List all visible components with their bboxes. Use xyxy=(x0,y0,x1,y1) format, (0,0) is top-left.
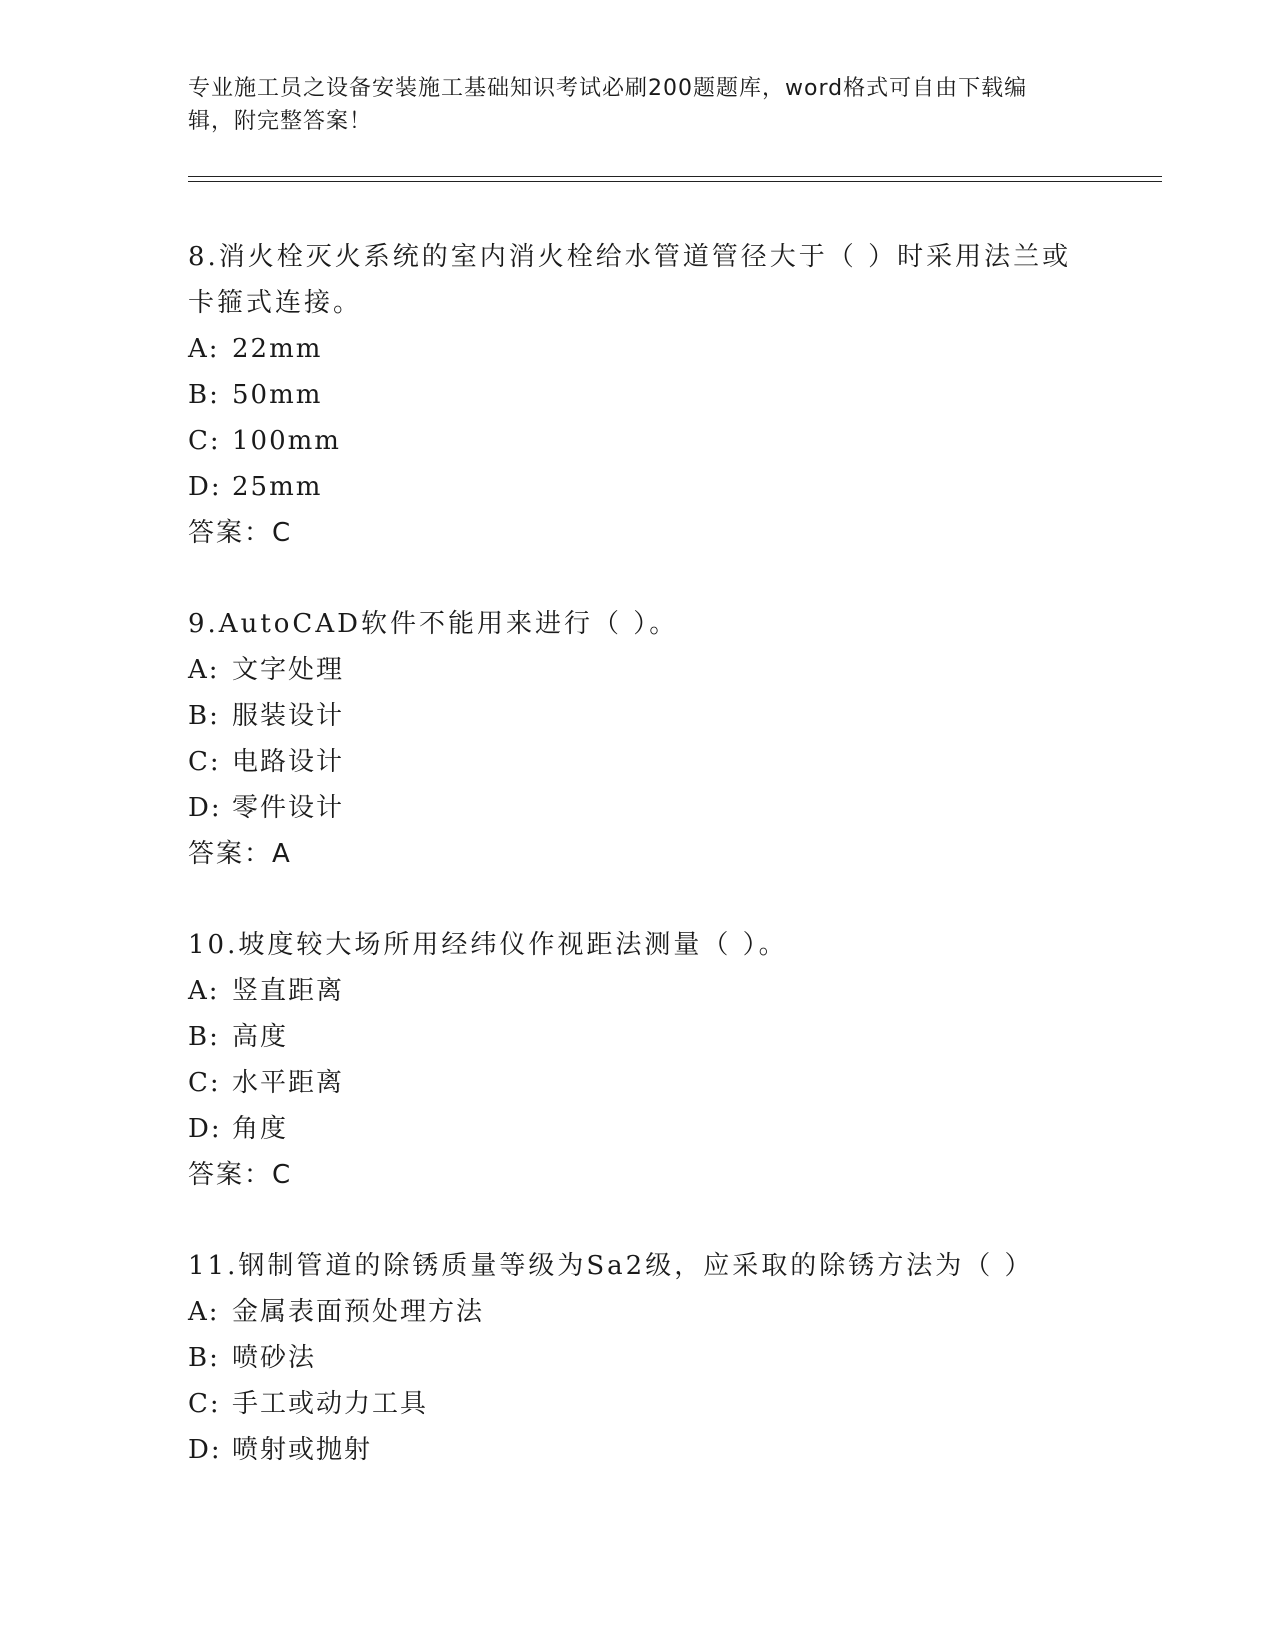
question-8 xyxy=(188,234,1088,556)
option-b xyxy=(188,693,1088,739)
option-text: 水平距离 xyxy=(232,1068,345,1098)
option-text: 金属表面预处理方法 xyxy=(232,1297,485,1327)
question-9 xyxy=(188,601,1088,877)
option-text: 50mm xyxy=(232,380,323,410)
option-b xyxy=(188,1014,1088,1060)
question-10 xyxy=(188,922,1088,1198)
option-key: B: xyxy=(188,380,220,410)
option-a xyxy=(188,326,1088,372)
question-text: 8.消火栓灭火系统的室内消火栓给水管道管径大于（ ）时采用法兰或卡箍式连接。 xyxy=(188,242,1072,318)
option-c xyxy=(188,418,1088,464)
option-key: A: xyxy=(188,1297,220,1327)
option-b xyxy=(188,1335,1088,1381)
option-text: 100mm xyxy=(232,426,341,456)
option-key: D: xyxy=(188,1435,222,1465)
option-text: 角度 xyxy=(232,1114,289,1144)
option-b xyxy=(188,372,1088,418)
answer-text: 答案：A xyxy=(188,839,292,869)
option-key: C: xyxy=(188,426,221,456)
option-key: A: xyxy=(188,655,220,685)
option-text: 喷射或抛射 xyxy=(232,1435,373,1465)
header-divider-top xyxy=(188,176,1162,177)
answer-text: 答案：C xyxy=(188,518,293,548)
option-text: 服装设计 xyxy=(232,701,345,731)
document-header: 专业施工员之设备安装施工基础知识考试必刷200题题库，word格式可自由下载编辑，附完整答案！ xyxy=(188,76,1028,134)
option-c xyxy=(188,739,1088,785)
option-key: A: xyxy=(188,334,220,364)
option-text: 高度 xyxy=(232,1022,289,1052)
question-text: 9.AutoCAD软件不能用来进行（ ）。 xyxy=(188,609,679,639)
question-11 xyxy=(188,1243,1088,1473)
option-text: 喷砂法 xyxy=(232,1343,317,1373)
option-text: 手工或动力工具 xyxy=(232,1389,429,1419)
option-key: C: xyxy=(188,1389,221,1419)
option-text: 文字处理 xyxy=(232,655,345,685)
option-d xyxy=(188,1427,1088,1473)
option-text: 22mm xyxy=(232,334,323,364)
option-text: 25mm xyxy=(232,472,323,502)
option-key: C: xyxy=(188,1068,221,1098)
option-key: D: xyxy=(188,472,222,502)
header-divider-bottom xyxy=(188,181,1162,182)
option-a xyxy=(188,647,1088,693)
option-c xyxy=(188,1381,1088,1427)
option-key: B: xyxy=(188,1022,220,1052)
option-key: B: xyxy=(188,701,220,731)
option-text: 零件设计 xyxy=(232,793,345,823)
answer-text: 答案：C xyxy=(188,1160,293,1190)
option-text: 竖直距离 xyxy=(232,976,345,1006)
option-c xyxy=(188,1060,1088,1106)
option-a xyxy=(188,968,1088,1014)
option-key: D: xyxy=(188,793,222,823)
option-d xyxy=(188,1106,1088,1152)
option-text: 电路设计 xyxy=(232,747,345,777)
question-text: 11.钢制管道的除锈质量等级为Sa2级，应采取的除锈方法为（ ） xyxy=(188,1251,1034,1281)
option-d xyxy=(188,785,1088,831)
option-a xyxy=(188,1289,1088,1335)
option-d xyxy=(188,464,1088,510)
option-key: A: xyxy=(188,976,220,1006)
question-text: 10.坡度较大场所用经纬仪作视距法测量（ ）。 xyxy=(188,930,788,960)
option-key: B: xyxy=(188,1343,220,1373)
option-key: C: xyxy=(188,747,221,777)
option-key: D: xyxy=(188,1114,222,1144)
